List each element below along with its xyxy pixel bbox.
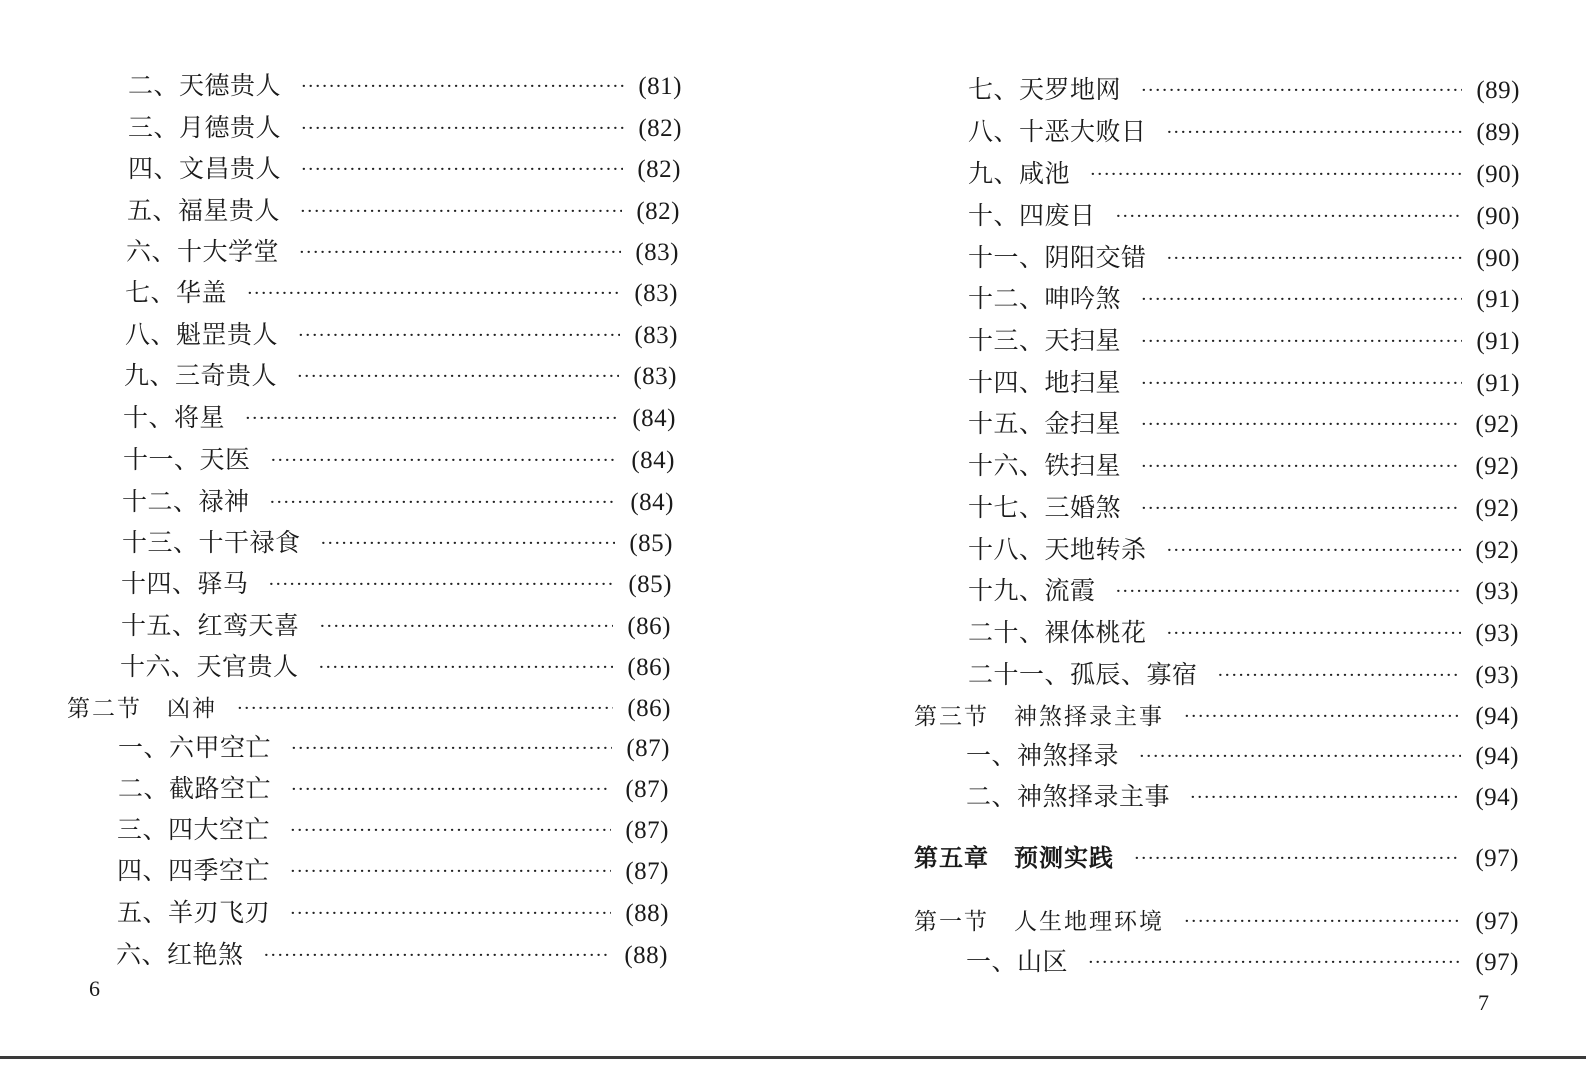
right-page [793,0,1586,1072]
toc-entry-page: (82) [637,156,681,183]
toc-entry-title: 第一节 人生地理环境 [914,909,1164,935]
toc-entry-page: (85) [629,530,673,557]
toc-entry-page: (86) [627,654,671,681]
toc-entry-title: 十一、阴阳交错 [968,243,1147,272]
dot-leader [1116,197,1463,237]
toc-entry[interactable] [121,564,672,604]
toc-section-entry[interactable] [914,697,1519,737]
toc-entry-page: (87) [626,735,670,762]
toc-entry-page: (91) [1476,370,1520,397]
toc-entry[interactable] [968,488,1519,528]
dot-leader [1190,778,1461,818]
dot-leader [271,441,618,481]
toc-entry[interactable] [117,810,669,850]
toc-entry-title: 二十一、孤辰、寡宿 [968,660,1198,689]
toc-entry-title: 四、四季空亡 [117,856,271,885]
toc-entry[interactable] [128,149,681,189]
toc-entry[interactable] [968,112,1520,152]
toc-entry-title: 十、四废日 [968,201,1096,230]
toc-entry-title: 十四、地扫星 [968,368,1122,397]
toc-entry-page: (82) [638,115,682,142]
toc-entry-page: (85) [628,571,672,598]
dot-leader [290,894,611,934]
toc-entry-page: (84) [630,489,674,516]
toc-entry[interactable] [968,530,1519,570]
dot-leader [269,565,615,605]
toc-entry-title: 十三、天扫星 [968,326,1122,355]
dot-leader [1141,405,1461,445]
toc-entry[interactable] [968,70,1520,110]
toc-entry-page: (93) [1475,620,1519,647]
dot-leader [291,729,612,769]
toc-entry-title: 二、截路空亡 [118,774,272,803]
toc-entry-title: 四、文昌贵人 [128,154,282,183]
toc-entry-title: 七、华盖 [125,278,228,307]
toc-entry-page: (87) [625,817,669,844]
toc-entry-page: (83) [635,239,679,266]
toc-entry-title: 十二、呻吟煞 [968,284,1122,313]
toc-entry-page: (94) [1475,784,1519,811]
toc-entry-page: (97) [1475,845,1519,872]
toc-entry[interactable] [968,404,1519,444]
dot-leader [301,67,624,107]
toc-entry-page: (87) [625,776,669,803]
toc-entry-title: 十二、禄神 [122,487,250,516]
dot-leader [1167,614,1462,654]
toc-entry[interactable] [124,356,677,396]
dot-leader [1184,902,1461,942]
toc-entry-title: 七、天罗地网 [968,75,1122,104]
dot-leader [1141,322,1462,362]
toc-entry-page: (87) [625,858,669,885]
toc-entry[interactable] [122,523,673,563]
toc-entry-title: 十四、驿马 [121,569,249,598]
toc-entry-page: (90) [1476,161,1520,188]
toc-entry-page: (94) [1475,703,1519,730]
toc-entry-title: 十五、金扫星 [968,409,1122,438]
dot-leader [1116,572,1462,612]
toc-entry-page: (97) [1475,949,1519,976]
toc-entry-title: 六、十大学堂 [126,237,280,266]
toc-entry[interactable] [126,232,679,272]
dot-leader [247,274,620,314]
toc-entry[interactable] [117,893,669,933]
toc-entry-title: 第五章 预测实践 [914,844,1114,872]
toc-entry-page: (81) [638,73,682,100]
toc-entry[interactable] [968,613,1519,653]
toc-entry-title: 十三、十干禄食 [122,528,301,557]
toc-entry-page: (86) [627,695,671,722]
toc-entry-title: 十八、天地转杀 [968,535,1147,564]
dot-leader [1141,489,1461,529]
toc-entry-title: 二、天德贵人 [128,71,282,100]
dot-leader [264,936,611,976]
dot-leader [291,770,611,810]
toc-entry[interactable] [127,191,680,231]
toc-entry-title: 五、福星贵人 [127,196,281,225]
toc-entry-title: 十五、红鸾天喜 [121,611,300,640]
bottom-rule [0,1056,1586,1059]
toc-entry-title: 十九、流霞 [968,576,1096,605]
toc-entry-page: (89) [1476,77,1520,104]
toc-entry[interactable] [968,446,1519,486]
toc-entry-title: 一、神煞择录 [966,741,1120,770]
toc-entry-page: (94) [1475,743,1519,770]
dot-leader [1167,239,1463,279]
toc-entry-title: 三、四大空亡 [117,815,271,844]
dot-leader [1139,737,1461,777]
toc-entry[interactable] [966,736,1519,776]
toc-entry[interactable] [968,571,1519,611]
page-number: 6 [89,976,100,1001]
toc-entry[interactable] [120,647,671,687]
toc-entry[interactable] [966,942,1519,982]
dot-leader [290,852,611,892]
toc-entry-title: 第二节 凶神 [67,696,217,722]
dot-leader [1167,531,1462,571]
toc-entry[interactable] [116,935,668,975]
toc-entry[interactable] [968,238,1520,278]
toc-entry[interactable] [123,440,675,480]
toc-entry-title: 五、羊刃飞刃 [117,898,271,927]
toc-entry[interactable] [968,154,1520,194]
toc-entry[interactable] [125,315,678,355]
dot-leader [1141,364,1462,404]
dot-leader [299,233,621,273]
dot-leader [320,607,614,647]
toc-entry[interactable] [968,655,1519,695]
toc-entry-page: (92) [1475,495,1519,522]
dot-leader [1141,280,1462,320]
dot-leader [245,399,618,439]
dot-leader [321,524,616,564]
dot-leader [270,483,617,523]
toc-entry[interactable] [968,321,1520,361]
toc-entry-title: 十六、天官贵人 [120,652,299,681]
toc-entry-title: 九、三奇贵人 [124,361,278,390]
toc-entry-page: (93) [1475,578,1519,605]
toc-entry[interactable] [118,728,670,768]
dot-leader [298,316,620,356]
dot-leader [1184,697,1461,737]
toc-entry-page: (89) [1476,119,1520,146]
dot-leader [237,689,613,729]
toc-entry[interactable] [966,777,1519,817]
toc-entry[interactable] [117,851,669,891]
dot-leader [319,648,614,688]
toc-entry-title: 一、山区 [966,947,1069,976]
toc-entry-title: 六、红艳煞 [116,940,244,969]
toc-chapter-entry[interactable] [914,838,1519,878]
toc-entry-page: (92) [1475,453,1519,480]
toc-entry[interactable] [128,66,682,106]
toc-entry[interactable] [968,363,1520,403]
dot-leader [300,192,622,232]
toc-entry-title: 十、将星 [123,403,226,432]
toc-entry-page: (82) [636,198,680,225]
toc-entry[interactable] [128,108,682,148]
toc-entry-page: (84) [632,405,676,432]
toc-entry-title: 三、月德贵人 [128,113,282,142]
toc-entry-page: (93) [1475,662,1519,689]
dot-leader [1141,71,1462,111]
toc-entry-title: 一、六甲空亡 [118,733,272,762]
toc-entry-page: (84) [631,447,675,474]
dot-leader [301,109,624,149]
toc-entry-page: (90) [1476,245,1520,272]
toc-entry-page: (92) [1475,411,1519,438]
dot-leader [1141,447,1461,487]
toc-entry-page: (88) [624,942,668,969]
toc-entry[interactable] [118,769,669,809]
toc-entry-page: (83) [634,280,678,307]
toc-entry-title: 二、神煞择录主事 [966,782,1171,811]
dot-leader [1088,943,1461,983]
page-number: 7 [1478,990,1489,1015]
toc-entry[interactable] [968,196,1520,236]
dot-leader [1167,113,1463,153]
toc-entry-page: (91) [1476,328,1520,355]
toc-entry-title: 八、十恶大败日 [968,117,1147,146]
toc-entry-page: (92) [1475,537,1519,564]
toc-section-entry[interactable] [914,902,1519,942]
toc-entry[interactable] [123,398,676,438]
toc-entry-page: (83) [634,322,678,349]
toc-entry-title: 十七、三婚煞 [968,493,1122,522]
toc-entry[interactable] [968,279,1520,319]
dot-leader [1090,155,1462,195]
toc-entry[interactable] [122,482,674,522]
toc-entry-page: (97) [1475,908,1519,935]
toc-entry-page: (90) [1476,203,1520,230]
dot-leader [297,357,619,397]
toc-entry[interactable] [125,273,678,313]
toc-entry[interactable] [121,606,671,646]
dot-leader [290,811,611,851]
toc-entry-page: (83) [633,363,677,390]
toc-entry-title: 九、咸池 [968,159,1071,188]
dot-leader [301,150,623,190]
toc-entry-title: 十六、铁扫星 [968,451,1122,480]
toc-entry-title: 第三节 神煞择录主事 [914,704,1164,730]
toc-entry-page: (88) [625,900,669,927]
dot-leader [1134,839,1461,879]
toc-entry-page: (86) [627,613,671,640]
toc-entry-title: 十一、天医 [123,445,251,474]
dot-leader [1218,656,1462,696]
toc-entry-title: 二十、裸体桃花 [968,618,1147,647]
toc-section-entry[interactable] [67,689,671,729]
toc-entry-page: (91) [1476,286,1520,313]
toc-entry-title: 八、魁罡贵人 [125,320,279,349]
